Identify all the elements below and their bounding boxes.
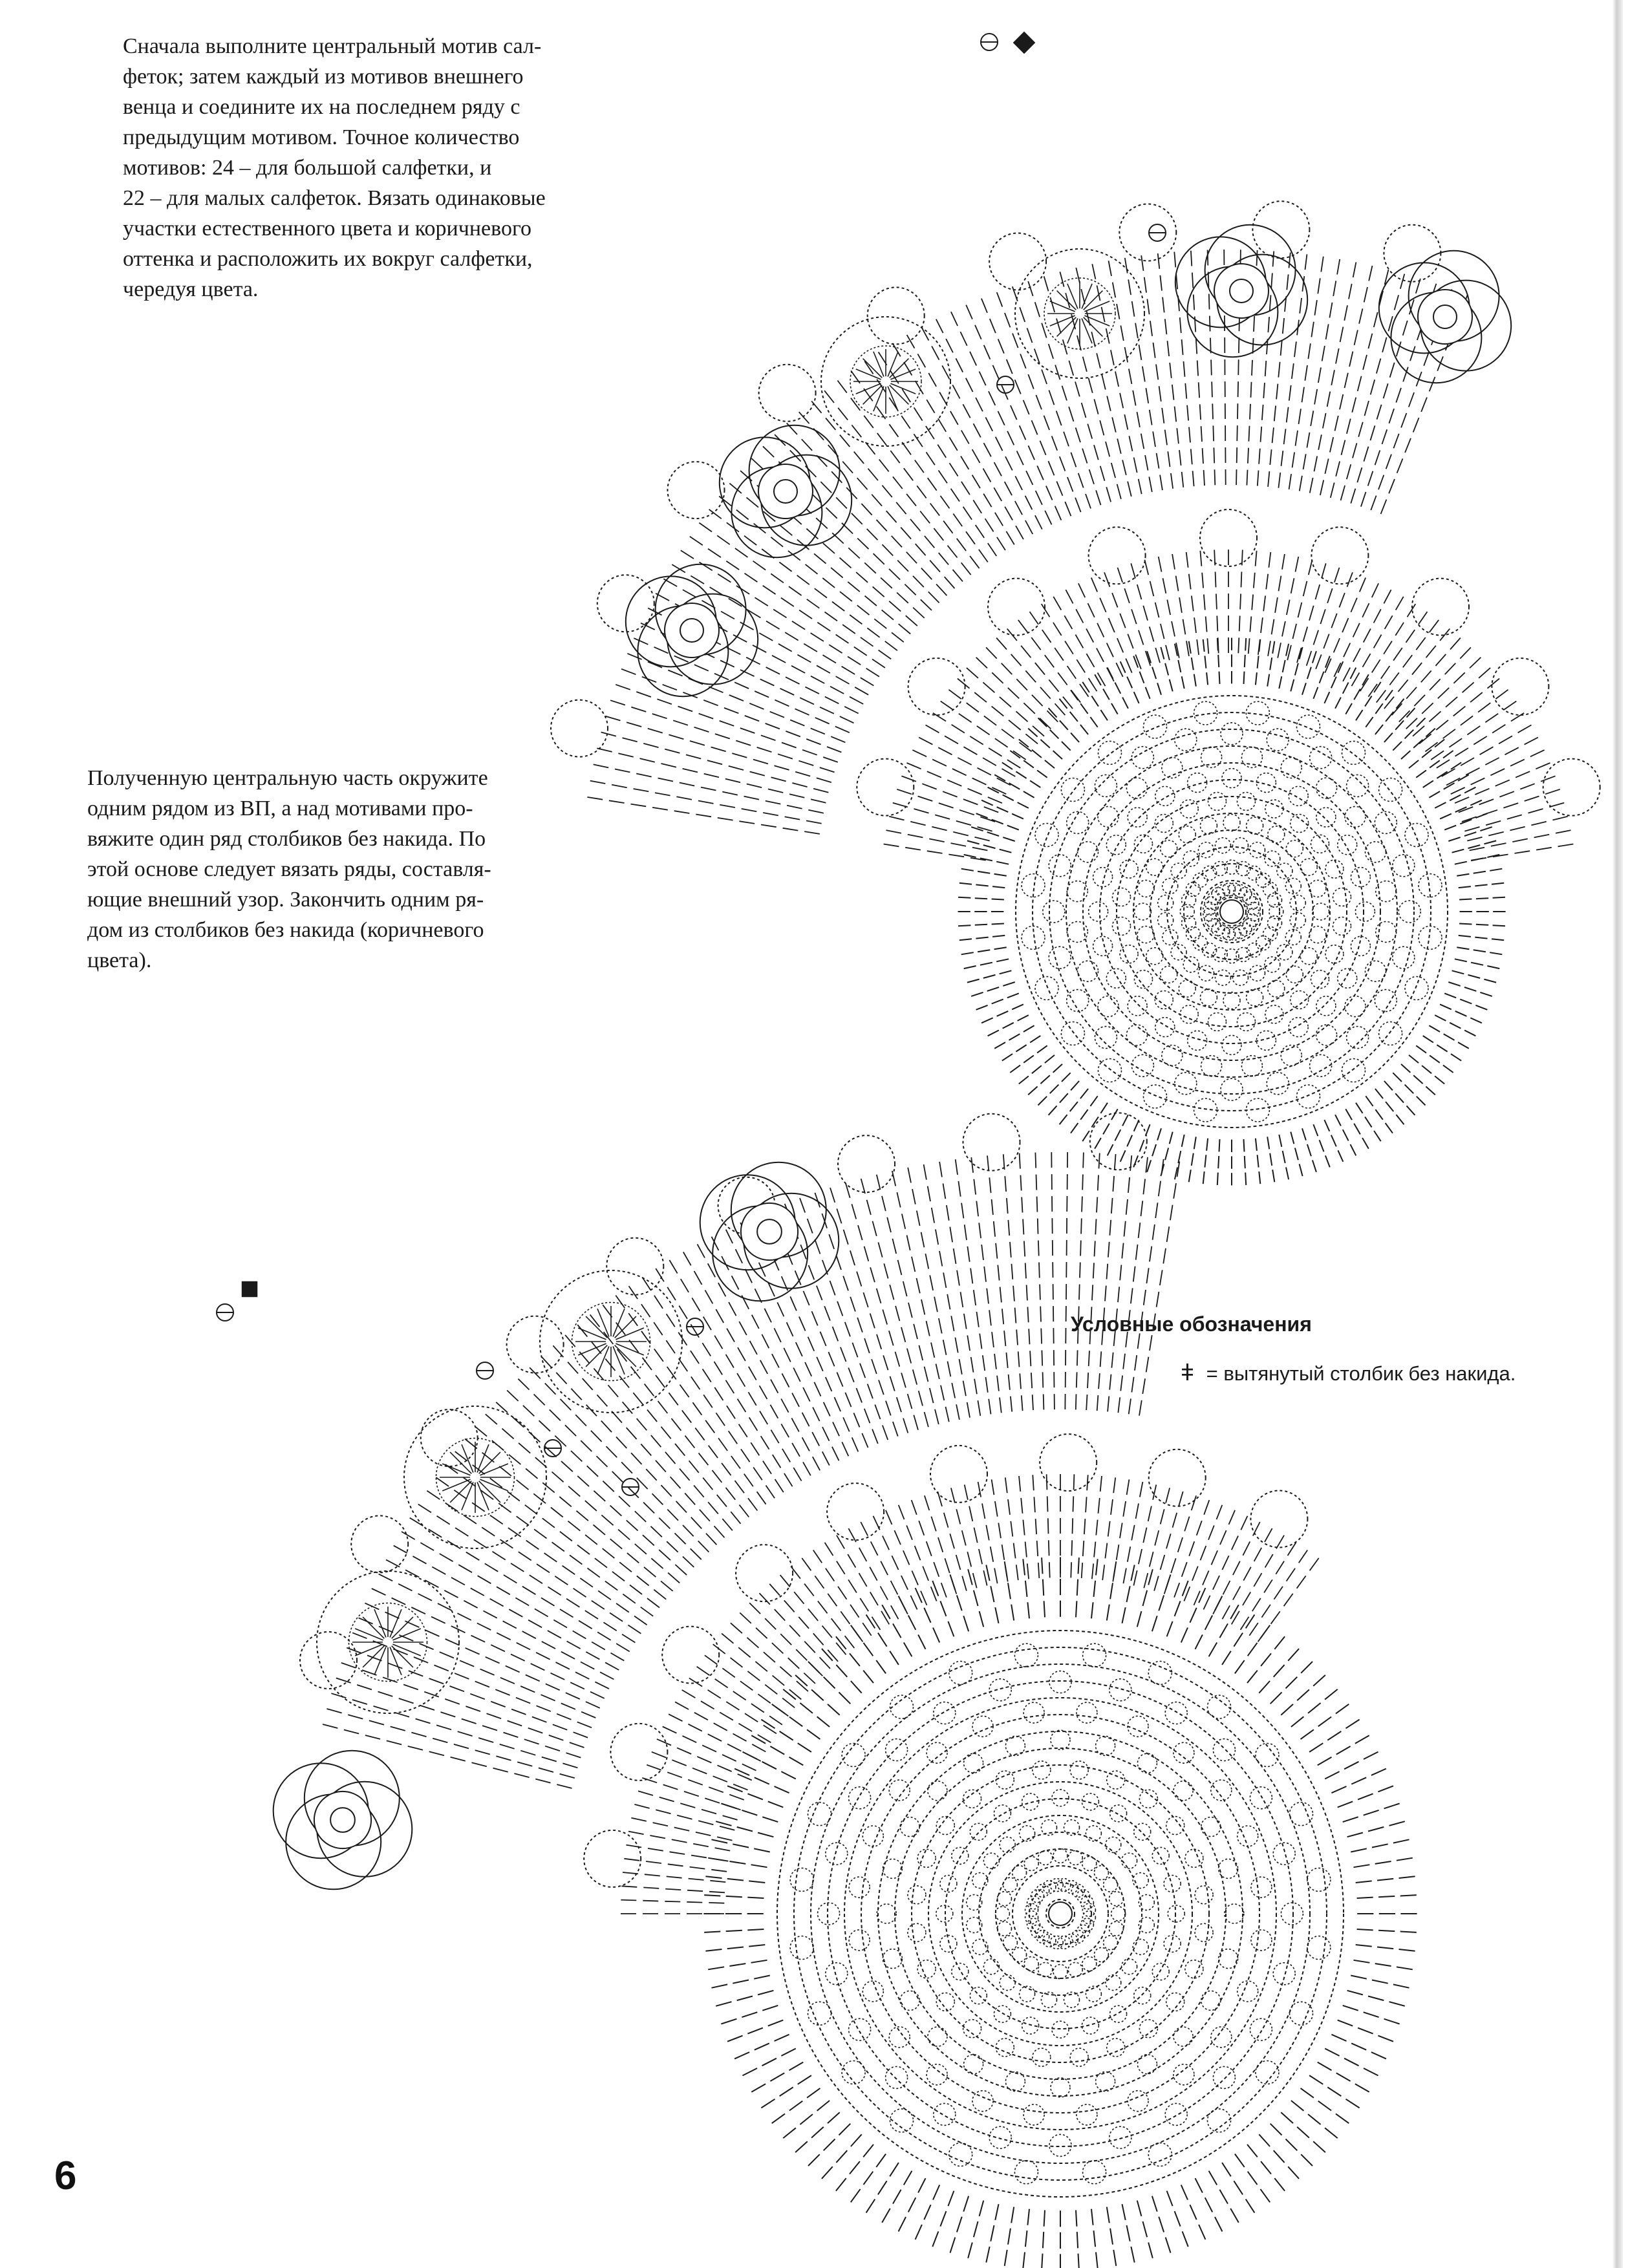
legend-description: вытянутый столбик без накида.: [1223, 1362, 1516, 1385]
end-marker-icon: [242, 1282, 257, 1296]
intro-line: венца и соедините их на последнем ряду с: [123, 95, 520, 119]
surround-line: этой основе следует вязать ряды, составля-: [87, 857, 491, 881]
intro-line: участки естественного цвета и коричневого: [123, 217, 532, 241]
legend-equals: =: [1206, 1362, 1218, 1385]
intro-line: предыдущим мотивом. Точное количество: [123, 125, 520, 149]
crochet-flower-motif-icon: [273, 1751, 412, 1890]
start-marker-icon: [622, 1479, 639, 1495]
surround-line: цвета).: [87, 948, 152, 972]
intro-line: феток; затем каждый из мотивов внешнего: [123, 65, 524, 89]
end-marker-icon: [1014, 32, 1034, 52]
crochet-flower-motif-icon: [1175, 225, 1307, 357]
intro-line: 22 – для малых салфеток. Вязать одинаковые: [123, 186, 546, 210]
start-marker-icon: [687, 1318, 703, 1335]
surround-line: дом из столбиков без накида (коричневого: [87, 918, 484, 942]
legend-title: Условные обозначения: [1071, 1312, 1312, 1336]
start-marker-icon: [477, 1362, 493, 1379]
surround-line: Полученную центральную часть окружите: [87, 766, 488, 790]
start-marker-icon: [997, 376, 1014, 393]
start-marker-icon: [1149, 224, 1166, 241]
crochet-small-motif-icon: [821, 317, 950, 446]
surround-line: вяжите один ряд столбиков без накида. По: [87, 827, 486, 851]
surround-line: одним рядом из ВП, а над мотивами про-: [87, 797, 473, 820]
page-number: 6: [54, 2154, 77, 2198]
crochet-center-doily-icon: [958, 638, 1506, 1186]
start-marker-icon: [217, 1304, 233, 1321]
crochet-center-doily-icon: [703, 1557, 1417, 2268]
scallop-edge-icon: [857, 509, 1600, 861]
crochet-flower-motif-icon: [1379, 251, 1511, 383]
crochet-diagram-small-doily: [217, 1113, 1417, 2268]
intro-line: Сначала выполните центральный мотив сал-: [123, 34, 542, 58]
surround-line: ющие внешний узор. Закончить одним ря-: [87, 888, 484, 912]
elongated-stitch-symbol: ǂ: [1181, 1359, 1195, 1385]
scallop-edge-icon: [551, 201, 1468, 834]
scallop-edge-icon: [300, 1113, 1179, 1788]
intro-line: оттенка и расположить их вокруг салфетки,: [123, 247, 533, 271]
crochet-flower-motif-icon: [700, 1162, 839, 1301]
intro-line: чередуя цвета.: [123, 277, 259, 301]
scallop-edge-icon: [584, 1434, 1319, 1914]
intro-line: мотивов: 24 – для большой салфетки, и: [123, 156, 492, 180]
start-marker-icon: [981, 34, 998, 50]
crochet-flower-motif-icon: [626, 564, 758, 696]
crochet-small-motif-icon: [317, 1571, 459, 1713]
crochet-diagram-large-doily: [551, 32, 1600, 1185]
crochet-small-motif-icon: [1015, 249, 1144, 378]
